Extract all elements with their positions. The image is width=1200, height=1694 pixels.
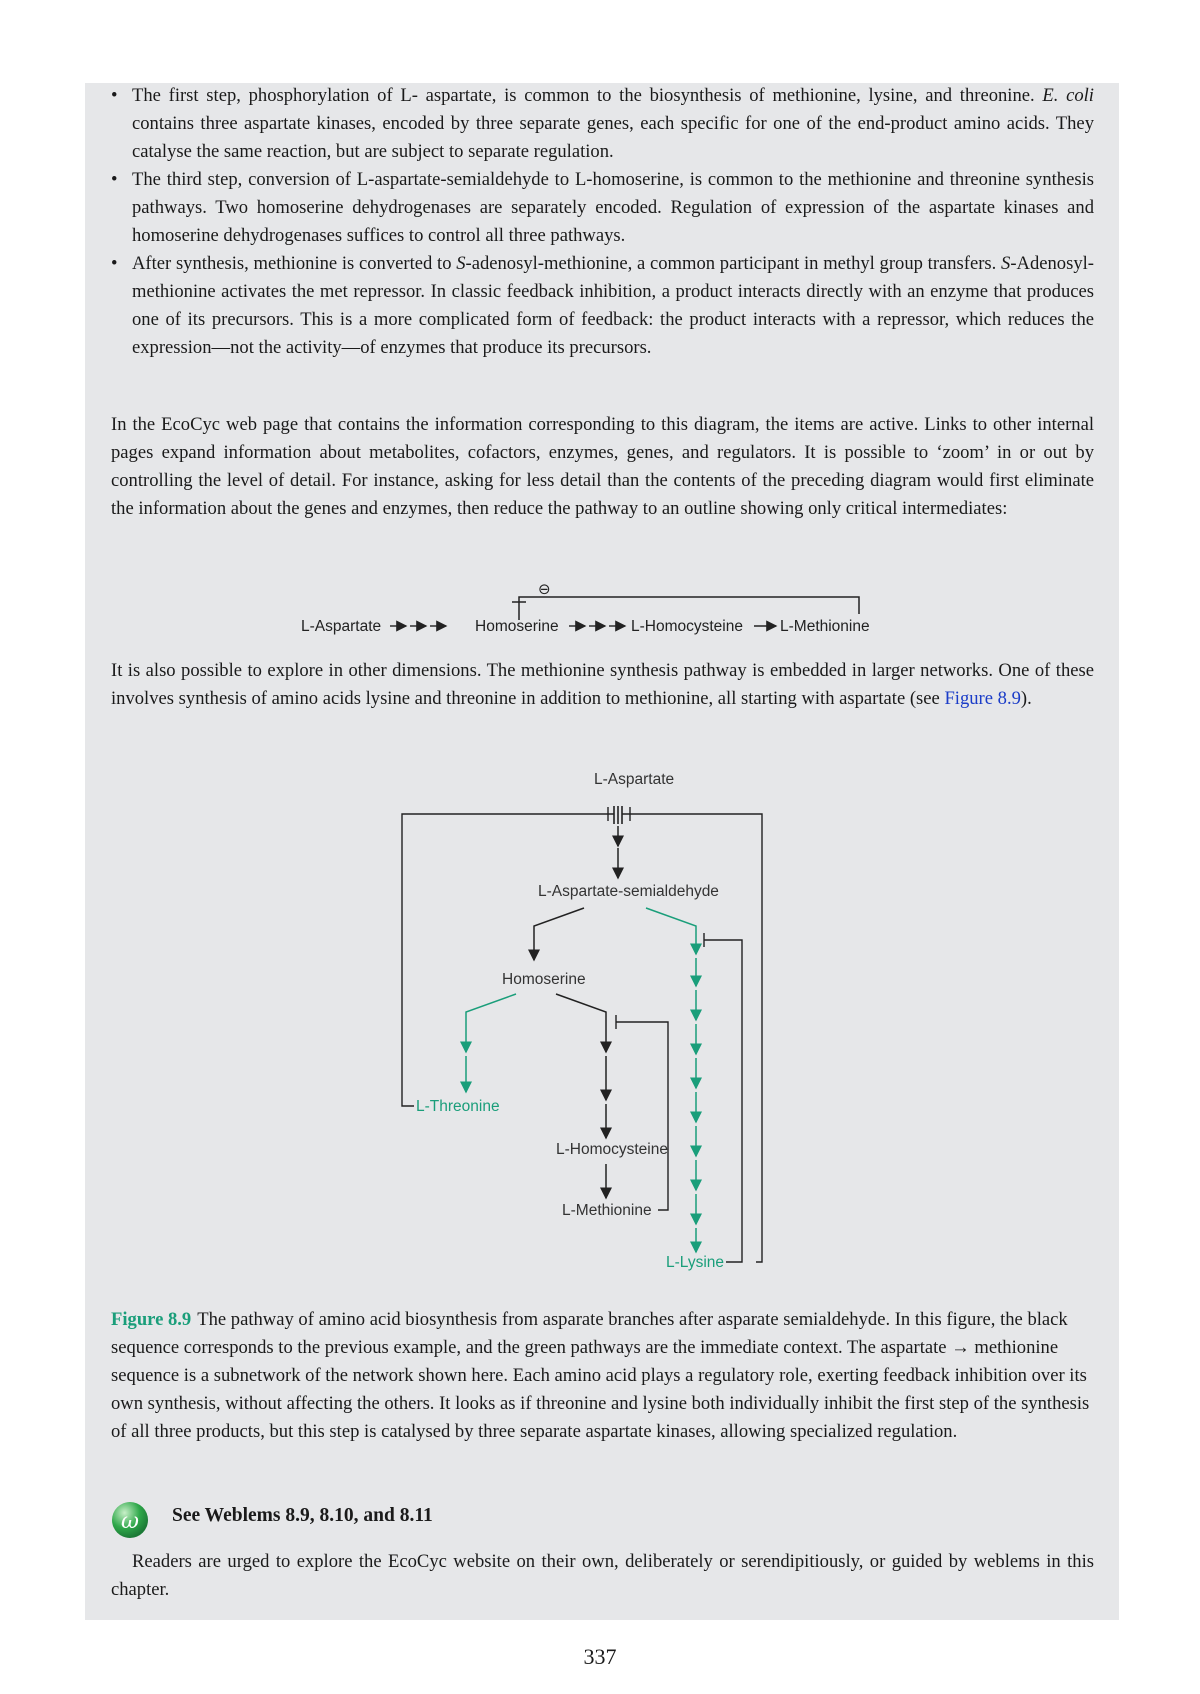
- figure-8-9-diagram: [396, 762, 806, 1282]
- fig-methionine-label: L-Methionine: [562, 1202, 652, 1219]
- outline-homoserine-label: Homoserine: [475, 618, 559, 635]
- methionine-feedback-line: [616, 1022, 668, 1210]
- weblem-title[interactable]: See Weblems 8.9, 8.10, and 8.11: [172, 1505, 433, 1526]
- lysine-branch-arrow: [646, 908, 696, 954]
- fig-aspartate-label: L-Aspartate: [594, 771, 675, 788]
- fig-threonine-label: L-Threonine: [416, 1098, 500, 1115]
- figure-caption: Figure 8.9 The pathway of amino acid biosynthesis from asparate branches after asparate semialdehyde. In this figure, the black sequence corresponds to the previous example, and the green pathways are the immediate context. The aspartate → methionine sequence is a subnetwork of the network shown here. Each amino acid plays a regulatory role, exerting feedback inhibition over its own synthesis, without affecting the others. It looks as if threonine and lysine both individually inhibit the first step of the synthesis of all three products, but this step is catalysed by three separate aspartate kinases, allowing specialized regulation.: [111, 1309, 1090, 1442]
- fig-semialdehyde-label: L-Aspartate-semialdehyde: [538, 883, 719, 900]
- lysine-self-feedback-line: [704, 940, 742, 1262]
- bullet-item: • The first step, phosphorylation of L- aspartate, is common to the biosynthesis of methionine, lysine, and threonine. E. coli contains three aspartate kinases, encoded by three separate genes, each specific for one of the end-product amino acids. They catalyse the same reaction, but are subject to separate regulation.: [111, 82, 1094, 166]
- lysine-feedback-line: [622, 814, 762, 1262]
- outline-methionine-label: L-Methionine: [780, 618, 870, 635]
- outline-pathway-diagram: [295, 572, 915, 640]
- paragraph-ecocyc: In the EcoCyc web page that contains the information corresponding to this diagram, the items are active. Links to other internal pages expand information about metabolites, cofactors, enzymes, genes, and regulators. It is possible to ‘zoom’ in or out by controlling the level of detail. For instance, asking for less detail than the contents of the preceding diagram would first eliminate the information about the genes and enzymes, then reduce the pathway to an outline showing only critical intermediates:: [111, 414, 1094, 519]
- bullet-item: • After synthesis, methionine is converted to S-adenosyl-methionine, a common participant in methyl group transfers. S-Adenosyl-methionine activates the met repressor. In classic feedback inhibition, a product interacts directly with an enzyme that produces one of its precursors. This is a more complicated form of feedback: the product interacts with a repressor, which reduces the expression—not the activity—of enzymes that produce its precursors.: [111, 250, 1094, 362]
- bullet-item: • The third step, conversion of L-aspartate-semialdehyde to L-homoserine, is common to the methionine and threonine synthesis pathways. Two homoserine dehydrogenases are separately encoded. Regulation of expression of the aspartate kinases and homoserine dehydrogenases suffices to control all three pathways.: [111, 166, 1094, 250]
- fig-lysine-label: L-Lysine: [666, 1254, 725, 1271]
- svg-text:ω: ω: [121, 1509, 139, 1534]
- threonine-branch-arrow: [466, 994, 516, 1052]
- paragraph-networks: It is also possible to explore in other dimensions. The methionine synthesis pathway is embedded in larger networks. One of these involves synthesis of amino acids lysine and threonine in addition to methionine, all starting with aspartate (see Figure 8.9).: [111, 660, 1094, 709]
- bullet-list: [111, 82, 1094, 362]
- fig-homoserine-label: Homoserine: [502, 971, 586, 988]
- inhibition-symbol: ⊖: [538, 581, 551, 598]
- feedback-line: [519, 597, 859, 614]
- page-number: 337: [583, 1644, 617, 1669]
- weblem-icon: [110, 1500, 150, 1540]
- outline-aspartate-label: L-Aspartate: [301, 618, 382, 635]
- step-arrow: [534, 908, 584, 960]
- fig-homocysteine-label: L-Homocysteine: [556, 1141, 668, 1158]
- threonine-feedback-line: [402, 814, 614, 1106]
- closing-paragraph: Readers are urged to explore the EcoCyc website on their own, deliberately or serendipitiously, or guided by weblems in this chapter.: [111, 1551, 1094, 1600]
- figure-link[interactable]: Figure 8.9: [944, 688, 1021, 709]
- outline-homocysteine-label: L-Homocysteine: [631, 618, 743, 635]
- caption-label: Figure 8.9: [111, 1309, 192, 1330]
- step-arrow: [556, 994, 606, 1052]
